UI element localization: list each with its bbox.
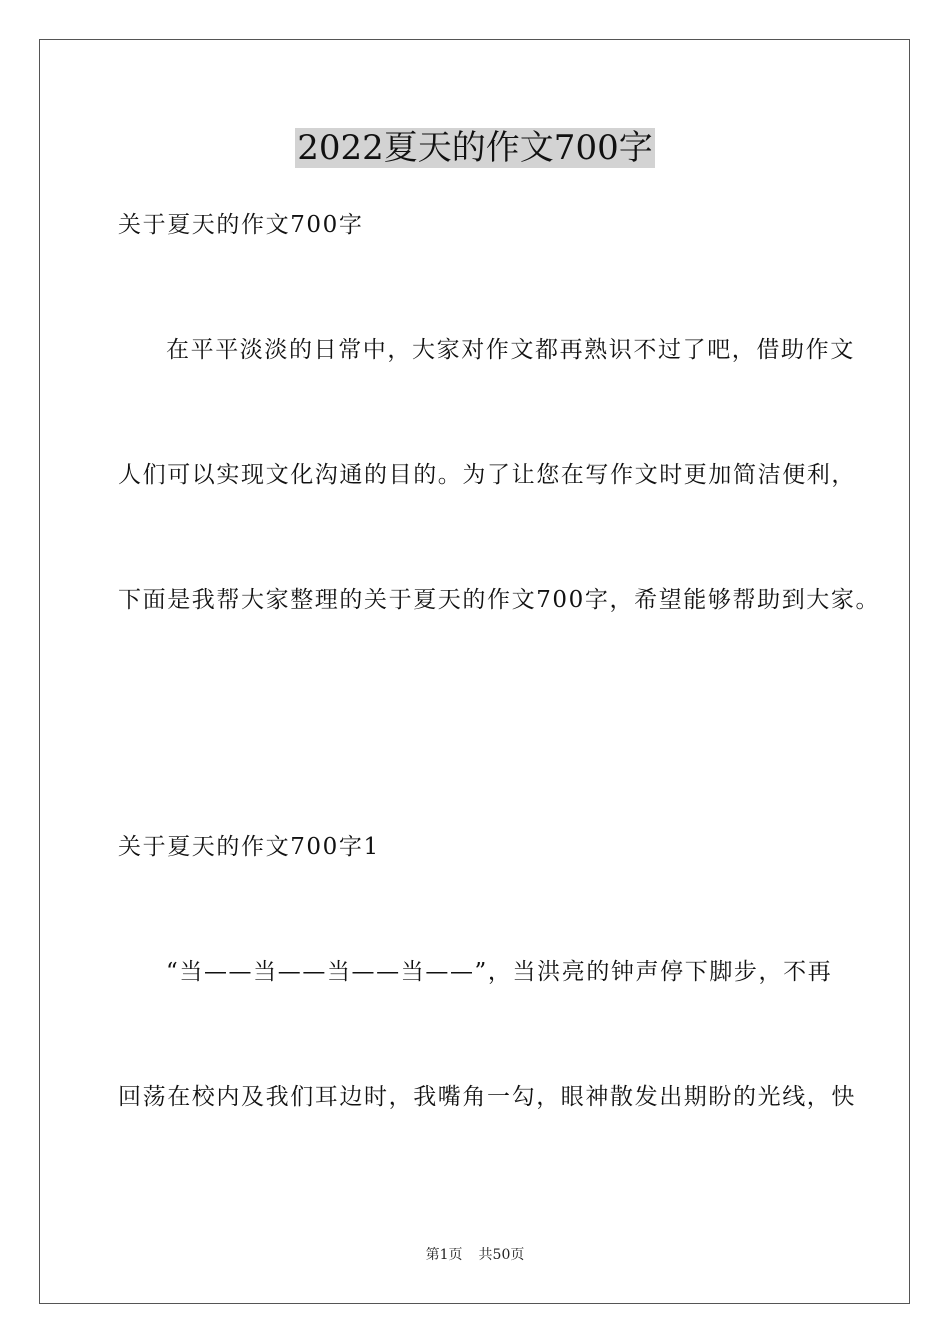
document-title: 2022夏天的作文700字	[297, 128, 653, 168]
document-subtitle: 关于夏天的作文700字	[118, 212, 364, 238]
page-total: 共50页	[478, 1247, 525, 1263]
section-heading: 关于夏天的作文700字1	[118, 834, 380, 860]
intro-line-1: 在平平淡淡的日常中，大家对作文都再熟识不过了吧，借助作文	[166, 337, 855, 363]
page-footer	[0, 1246, 950, 1264]
intro-line-3: 下面是我帮大家整理的关于夏天的作文700字，希望能够帮助到大家。	[118, 587, 881, 613]
body-line-2: 回荡在校内及我们耳边时，我嘴角一勾，眼神散发出期盼的光线，快	[118, 1084, 856, 1110]
intro-line-2: 人们可以实现文化沟通的目的。为了让您在写作文时更加简洁便利，	[118, 462, 856, 488]
page-number: 第1页	[425, 1247, 463, 1263]
title-container	[0, 128, 950, 168]
body-line-1: “当——当——当——当——”，当洪亮的钟声停下脚步，不再	[166, 959, 833, 985]
